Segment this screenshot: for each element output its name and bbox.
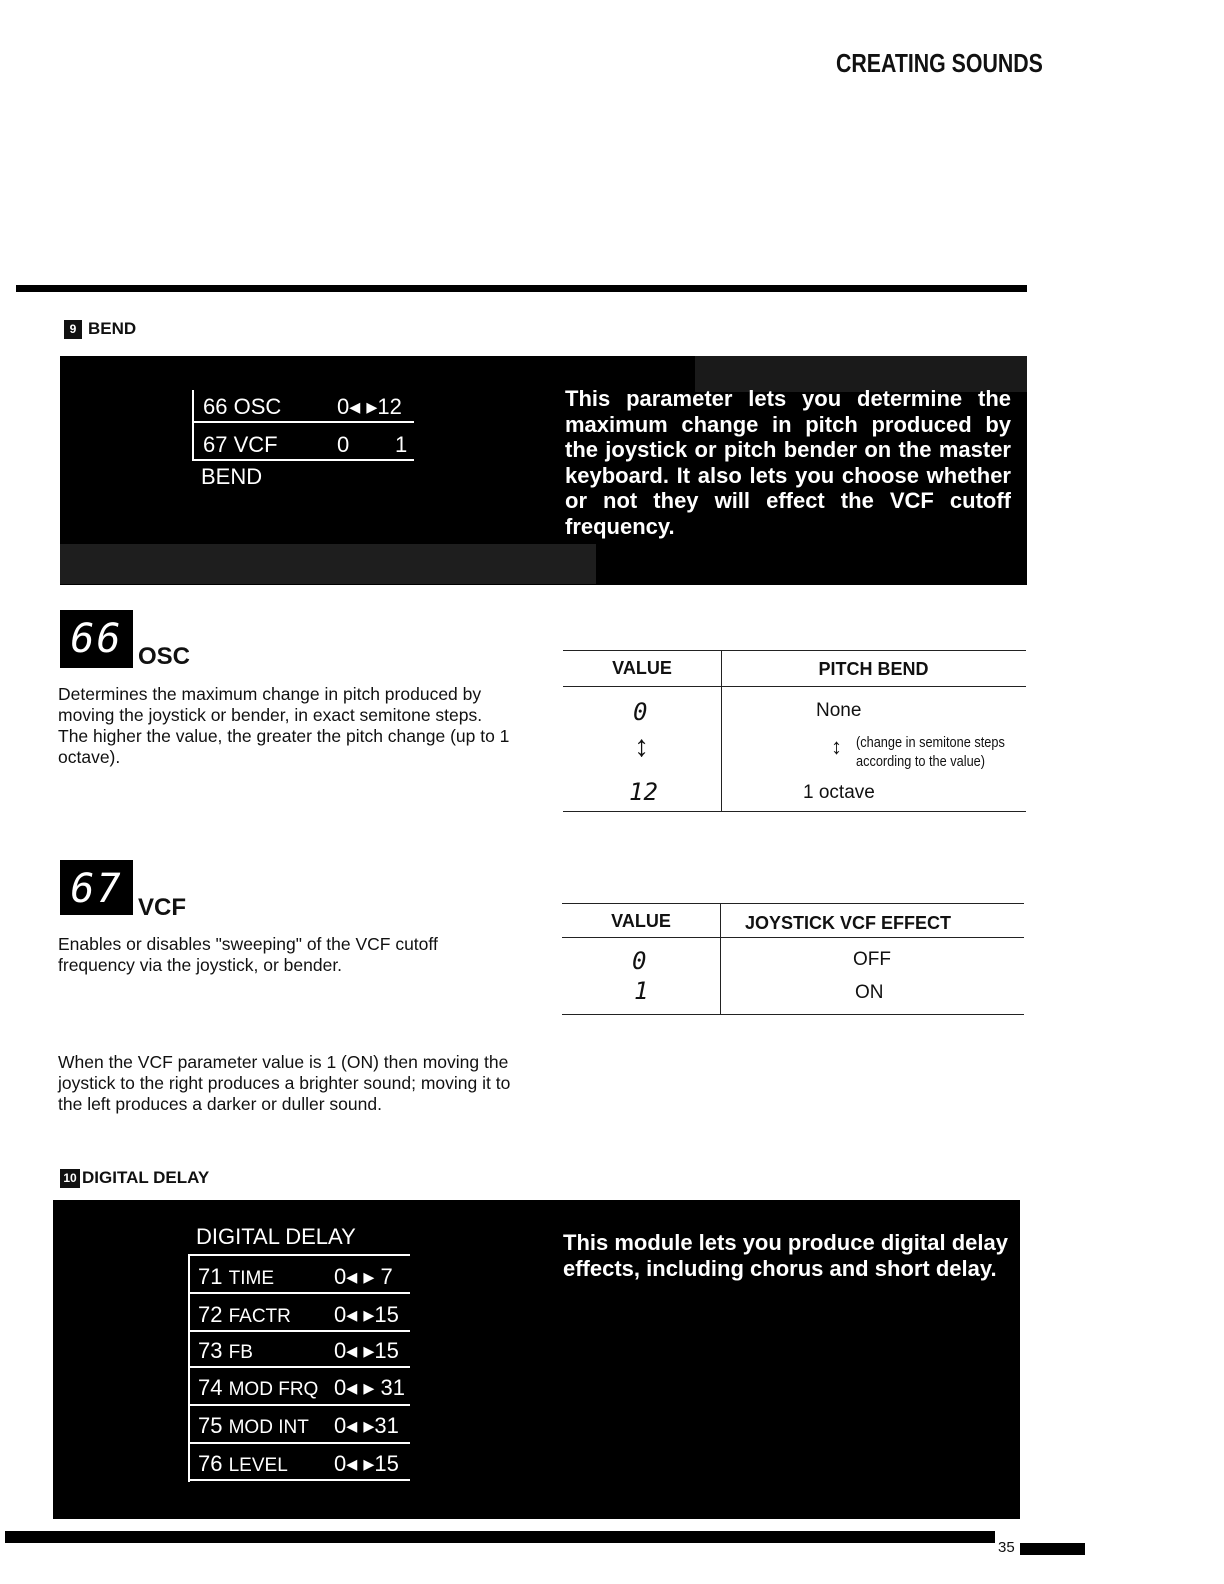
page-number: 35 <box>998 1539 1015 1556</box>
vcf-effect-on: ON <box>855 982 884 1003</box>
table-header-vcf-effect: JOYSTICK VCF EFFECT <box>744 913 951 933</box>
delay-description: This module lets you produce digital delay effects, including chorus and short delay. <box>563 1230 1008 1281</box>
lcd-row-label: 75 MOD INT <box>198 1413 309 1438</box>
vcf-note: When the VCF parameter value is 1 (ON) then moving the joystick to the right produces a brighter sound; moving it to the left produces a darker or duller sound. <box>58 1052 511 1114</box>
lcd-label: BEND <box>201 464 263 489</box>
section-title: DIGITAL DELAY <box>82 1168 210 1187</box>
lcd-left-border <box>188 1254 190 1482</box>
delay-section-heading <box>60 1168 209 1188</box>
lcd-underline <box>188 1442 410 1444</box>
table-value-min: 0 <box>633 698 648 726</box>
delay-panel <box>53 1200 1020 1519</box>
bottom-divider <box>5 1531 995 1543</box>
lcd-row-72 <box>198 1302 399 1328</box>
lcd-row-range: 0◂ ▸12 <box>337 394 402 419</box>
lcd-underline <box>188 1479 410 1481</box>
lcd-row-range: 0◂ ▸ 31 <box>334 1375 406 1400</box>
pitch-none: None <box>816 700 862 721</box>
lcd-underline <box>188 1254 410 1256</box>
bend-description: This parameter lets you determine the maximum change in pitch produced by the joystick or pitch bender on the master keyboard. It also lets you choose whether or not they will effect the VCF cutoff frequency. <box>565 386 1011 539</box>
lcd-row-range-left: 0 <box>337 432 350 457</box>
lcd-row-range: 0◂ ▸15 <box>334 1338 399 1363</box>
lcd-underline <box>188 1330 410 1332</box>
lcd-row-71 <box>198 1264 393 1290</box>
table-value-on: 1 <box>634 977 649 1005</box>
table-value-off: 0 <box>632 947 647 975</box>
lcd-row-range-right: 1 <box>395 432 408 457</box>
lcd-row-73 <box>198 1338 399 1364</box>
table-header-pitch-bend: PITCH BEND <box>818 659 929 679</box>
lcd-title: DIGITAL DELAY <box>196 1224 356 1249</box>
up-down-arrow-icon: ↕ <box>831 734 842 759</box>
lcd-row-label: 67 VCF <box>203 432 278 457</box>
section-title: BEND <box>88 319 137 338</box>
lcd-row-range: 0◂ ▸ 7 <box>334 1264 393 1289</box>
bend-panel <box>60 356 1027 585</box>
vcf-label: VCF <box>138 894 186 921</box>
pitch-octave: 1 octave <box>803 782 875 803</box>
lcd-row-label: 76 LEVEL <box>198 1451 288 1476</box>
lcd-underline <box>192 459 414 461</box>
lcd-underline <box>188 1404 410 1406</box>
vcf-description: Enables or disables "sweeping" of the VCF cutoff frequency via the joystick, or bender. <box>58 934 438 975</box>
section-number-badge: 9 <box>64 320 82 339</box>
lcd-underline <box>188 1366 410 1368</box>
lcd-row-66 <box>203 394 402 420</box>
panel-shade <box>60 544 596 584</box>
bottom-divider-right <box>1020 1543 1085 1555</box>
lcd-left-border <box>192 390 194 460</box>
lcd-row-label: 72 FACTR <box>198 1302 291 1327</box>
lcd-row-label: 73 FB <box>198 1338 253 1363</box>
page-header-title: CREATING SOUNDS <box>836 48 1043 78</box>
up-down-arrow-icon: ↕ <box>634 730 649 763</box>
lcd-underline <box>192 421 414 423</box>
lcd-row-label: 74 MOD FRQ <box>198 1375 319 1400</box>
table-value-max: 12 <box>629 778 658 806</box>
lcd-row-label: 71 TIME <box>198 1264 274 1289</box>
table-header-value: VALUE <box>612 658 672 678</box>
osc-description: Determines the maximum change in pitch produced by moving the joystick or bender, in exact semitone steps. The higher the value, the greater the pitch change (up to 1 octave). <box>58 684 510 767</box>
lcd-underline <box>188 1292 410 1294</box>
bend-section-heading <box>64 319 136 339</box>
pitch-bend-table <box>563 650 1026 812</box>
segment-display-66: 66 <box>60 610 133 668</box>
joystick-vcf-table <box>562 903 1024 1015</box>
osc-label: OSC <box>138 643 191 670</box>
lcd-row-label: 66 OSC <box>203 394 282 419</box>
lcd-row-range: 0◂ ▸15 <box>334 1302 399 1327</box>
vcf-effect-off: OFF <box>853 949 891 970</box>
top-divider <box>16 285 1027 292</box>
lcd-row-range: 0◂ ▸15 <box>334 1451 399 1476</box>
lcd-row-76 <box>198 1451 399 1477</box>
section-number-badge: 10 <box>60 1169 80 1188</box>
segment-display-67: 67 <box>60 860 133 915</box>
lcd-row-75 <box>198 1413 399 1439</box>
table-header-value: VALUE <box>611 911 671 931</box>
pitch-note: (change in semitone steps according to the value) <box>856 734 1005 770</box>
lcd-row-67 <box>203 432 407 458</box>
lcd-row-74 <box>198 1375 405 1401</box>
lcd-row-range: 0◂ ▸31 <box>334 1413 399 1438</box>
